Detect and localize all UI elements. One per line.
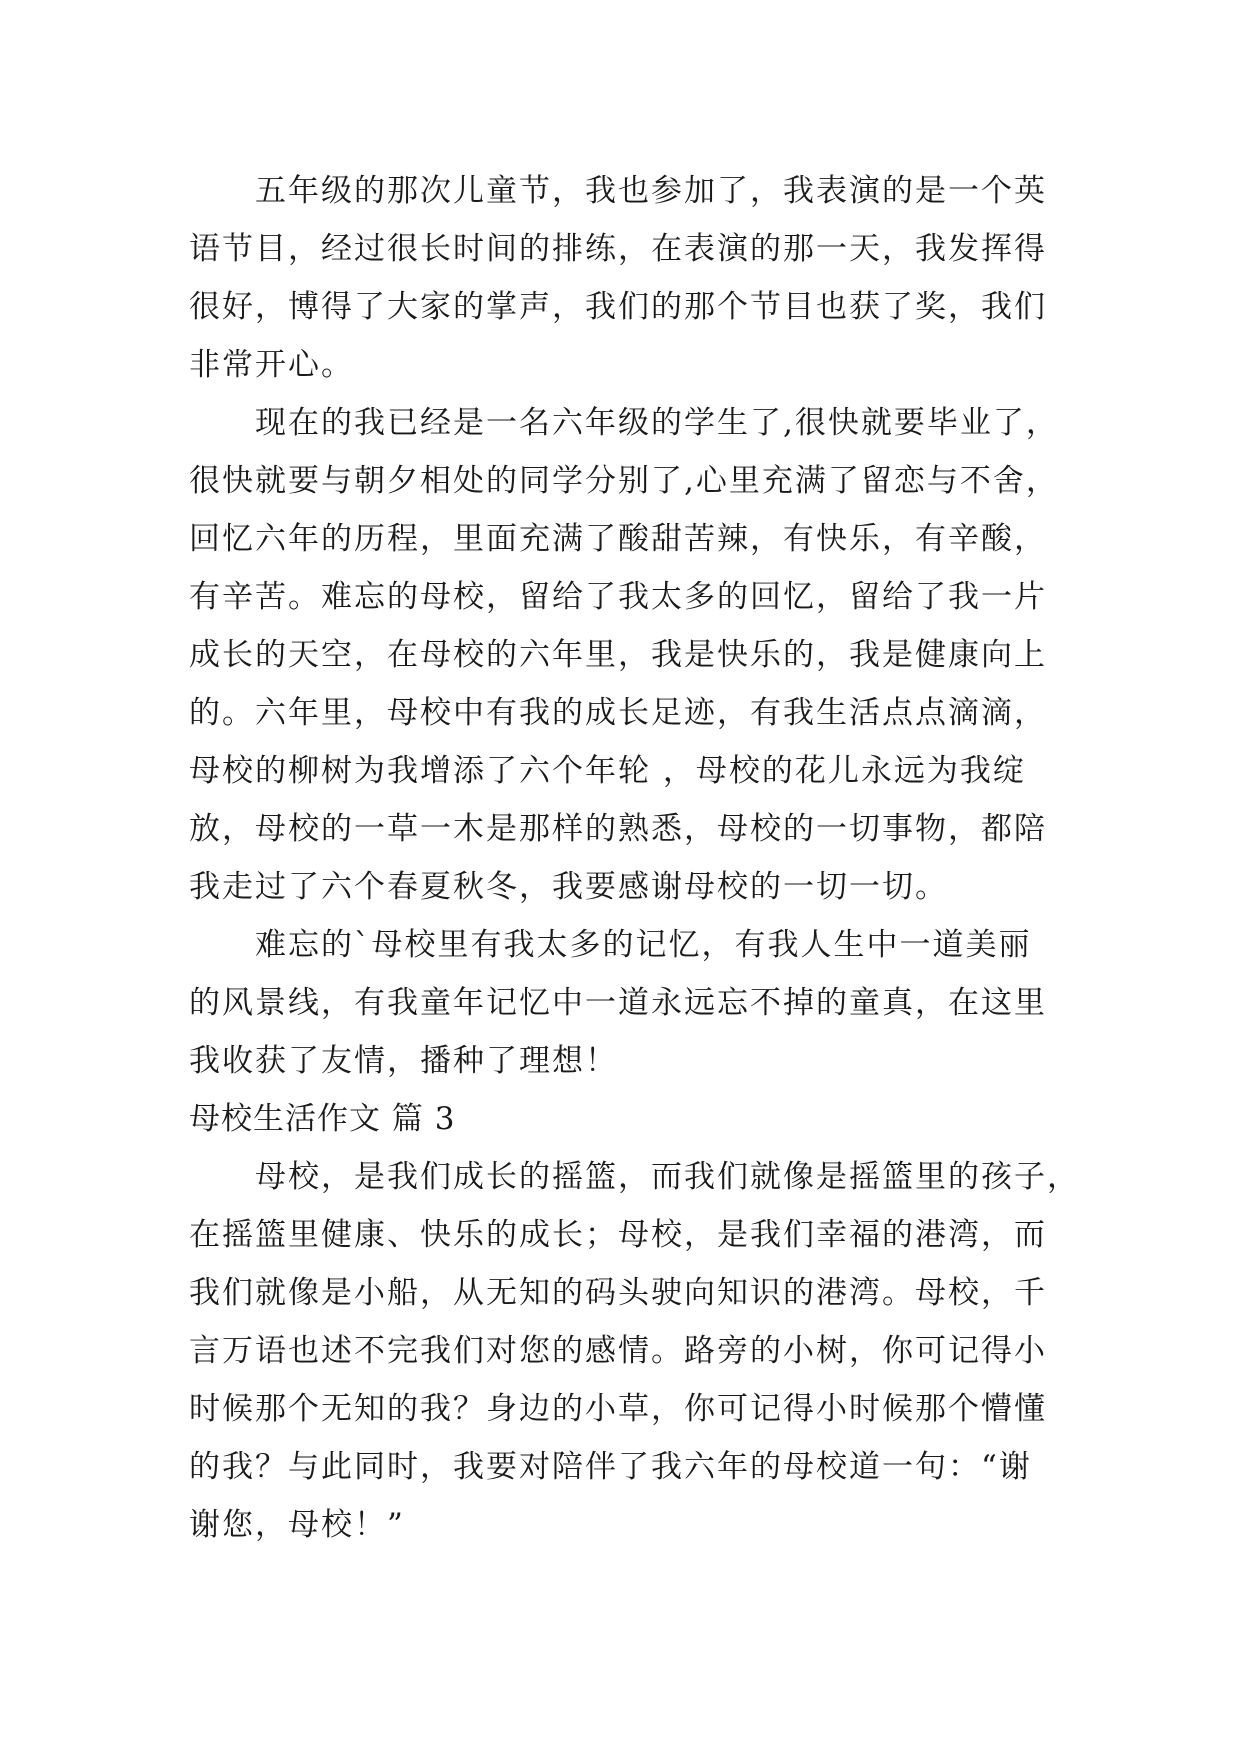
text-line: 放，母校的一草一木是那样的熟悉，母校的一切事物，都陪 xyxy=(189,811,1047,847)
text-line: 母校，是我们成长的摇篮，而我们就像是摇篮里的孩子， xyxy=(255,1159,1080,1195)
document-body xyxy=(189,162,1080,1554)
paragraph xyxy=(189,1148,1080,1554)
text-line: 非常开心。 xyxy=(189,347,354,383)
text-line: 很快就要与朝夕相处的同学分别了,心里充满了留恋与不舍， xyxy=(189,463,1059,499)
text-line: 言万语也述不完我们对您的感情。路旁的小树，你可记得小 xyxy=(189,1333,1047,1369)
text-line: 谢您，母校！” xyxy=(189,1507,405,1543)
text-line: 的风景线，有我童年记忆中一道永远忘不掉的童真，在这里 xyxy=(189,985,1047,1021)
text-line: 很好，博得了大家的掌声，我们的那个节目也获了奖，我们 xyxy=(189,289,1047,325)
text-line: 回忆六年的历程，里面充满了酸甜苦辣，有快乐，有辛酸， xyxy=(189,521,1047,557)
text-line: 成长的天空，在母校的六年里，我是快乐的，我是健康向上 xyxy=(189,637,1047,673)
text-line: 的我？与此同时，我要对陪伴了我六年的母校道一句：“谢 xyxy=(189,1449,1032,1485)
text-line: 语节目，经过很长时间的排练，在表演的那一天，我发挥得 xyxy=(189,231,1047,267)
text-line: 难忘的`母校里有我太多的记忆，有我人生中一道美丽 xyxy=(255,927,1032,963)
text-line: 五年级的那次儿童节，我也参加了，我表演的是一个英 xyxy=(255,173,1047,209)
text-line: 在摇篮里健康、快乐的成长；母校，是我们幸福的港湾，而 xyxy=(189,1217,1047,1253)
text-line: 有辛苦。难忘的母校，留给了我太多的回忆，留给了我一片 xyxy=(189,579,1047,615)
paragraph xyxy=(189,394,1069,916)
text-line: 现在的我已经是一名六年级的学生了,很快就要毕业了， xyxy=(255,405,1059,441)
text-line: 我收获了友情，播种了理想！ xyxy=(189,1043,618,1079)
text-line: 时候那个无知的我？身边的小草，你可记得小时候那个懵懂 xyxy=(189,1391,1047,1427)
paragraph xyxy=(189,916,1069,1090)
paragraph xyxy=(189,162,1069,394)
text-line: 我走过了六个春夏秋冬，我要感谢母校的一切一切。 xyxy=(189,869,948,905)
text-line: 的。六年里，母校中有我的成长足迹，有我生活点点滴滴， xyxy=(189,695,1047,731)
section-heading: 母校生活作文 篇 3 xyxy=(189,1101,456,1137)
text-line: 母校的柳树为我增添了六个年轮 ，母校的花儿永远为我绽 xyxy=(189,753,1026,789)
text-line: 我们就像是小船，从无知的码头驶向知识的港湾。母校，千 xyxy=(189,1275,1047,1311)
